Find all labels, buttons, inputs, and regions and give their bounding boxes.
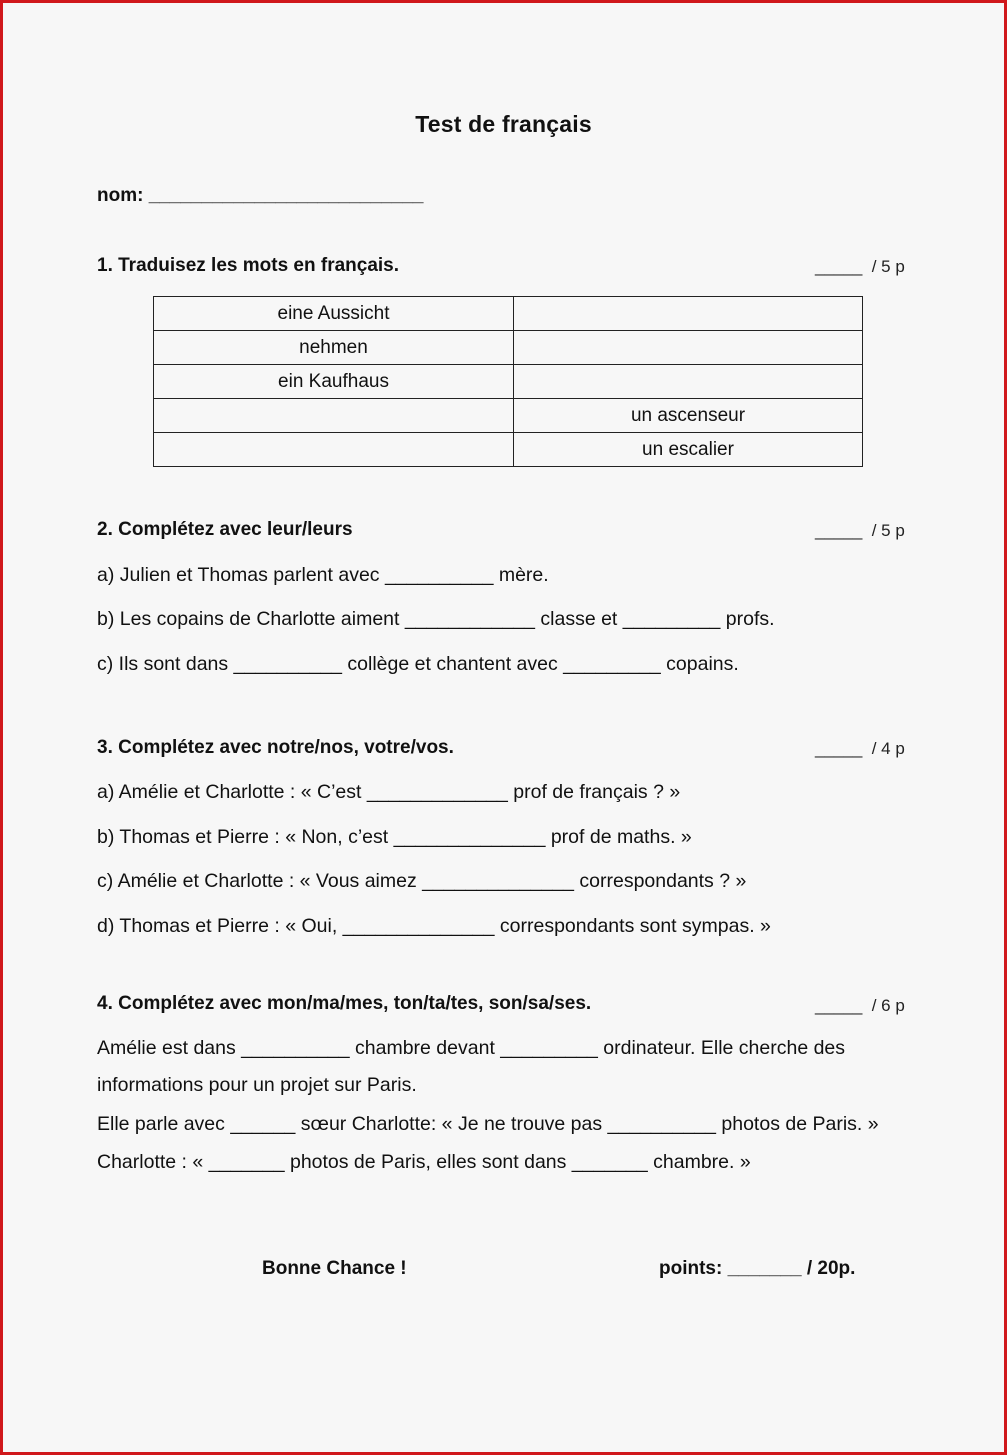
table-cell-german: eine Aussicht bbox=[154, 297, 514, 331]
table-row bbox=[154, 433, 863, 467]
section4-heading: 4. Complétez avec mon/ma/mes, ton/ta/tes, son/sa/ses. bbox=[97, 993, 592, 1014]
exercise-line: b) Les copains de Charlotte aiment ____________ classe et _________ profs. bbox=[97, 608, 775, 630]
section3-heading: 3. Complétez avec notre/nos, votre/vos. bbox=[97, 737, 454, 758]
exercise-line: Amélie est dans __________ chambre devant _________ ordinateur. Elle cherche des bbox=[97, 1037, 846, 1059]
good-luck-text: Bonne Chance ! bbox=[262, 1258, 407, 1279]
exercise-line: Charlotte : « _______ photos de Paris, elles sont dans _______ chambre. » bbox=[97, 1151, 751, 1173]
table-row bbox=[154, 331, 863, 365]
table-row bbox=[154, 399, 863, 433]
name-field: nom: __________________________ bbox=[97, 185, 424, 206]
table-cell-german bbox=[154, 399, 514, 433]
table-cell-german: nehmen bbox=[154, 331, 514, 365]
section1-score: _____ / 5 p bbox=[815, 257, 905, 276]
vocabulary-table bbox=[153, 296, 863, 467]
section2-score: _____ / 5 p bbox=[815, 521, 905, 540]
section2-heading: 2. Complétez avec leur/leurs bbox=[97, 519, 353, 540]
table-cell-french: un escalier bbox=[514, 433, 863, 467]
table-cell-french: un ascenseur bbox=[514, 399, 863, 433]
table-cell-french bbox=[514, 297, 863, 331]
table-cell-french bbox=[514, 365, 863, 399]
total-points: points: _______ / 20p. bbox=[659, 1258, 856, 1279]
table-cell-german: ein Kaufhaus bbox=[154, 365, 514, 399]
table-row bbox=[154, 297, 863, 331]
table-row bbox=[154, 365, 863, 399]
exercise-line: c) Ils sont dans __________ collège et chantent avec _________ copains. bbox=[97, 653, 739, 675]
exercise-line: c) Amélie et Charlotte : « Vous aimez ______________ correspondants ? » bbox=[97, 870, 747, 892]
table-cell-french bbox=[514, 331, 863, 365]
section4-score: _____ / 6 p bbox=[815, 996, 905, 1015]
exercise-line: informations pour un projet sur Paris. bbox=[97, 1074, 417, 1096]
exercise-line: d) Thomas et Pierre : « Oui, ______________ correspondants sont sympas. » bbox=[97, 915, 771, 937]
page-title: Test de français bbox=[415, 111, 592, 137]
section3-score: _____ / 4 p bbox=[815, 739, 905, 758]
exercise-line: a) Amélie et Charlotte : « C’est _____________ prof de français ? » bbox=[97, 781, 681, 803]
exercise-line: Elle parle avec ______ sœur Charlotte: « Je ne trouve pas __________ photos de Paris. » bbox=[97, 1113, 879, 1135]
table-cell-german bbox=[154, 433, 514, 467]
exercise-line: b) Thomas et Pierre : « Non, c’est ______________ prof de maths. » bbox=[97, 826, 692, 848]
section1-heading: 1. Traduisez les mots en français. bbox=[97, 255, 400, 276]
exercise-line: a) Julien et Thomas parlent avec __________ mère. bbox=[97, 564, 549, 586]
